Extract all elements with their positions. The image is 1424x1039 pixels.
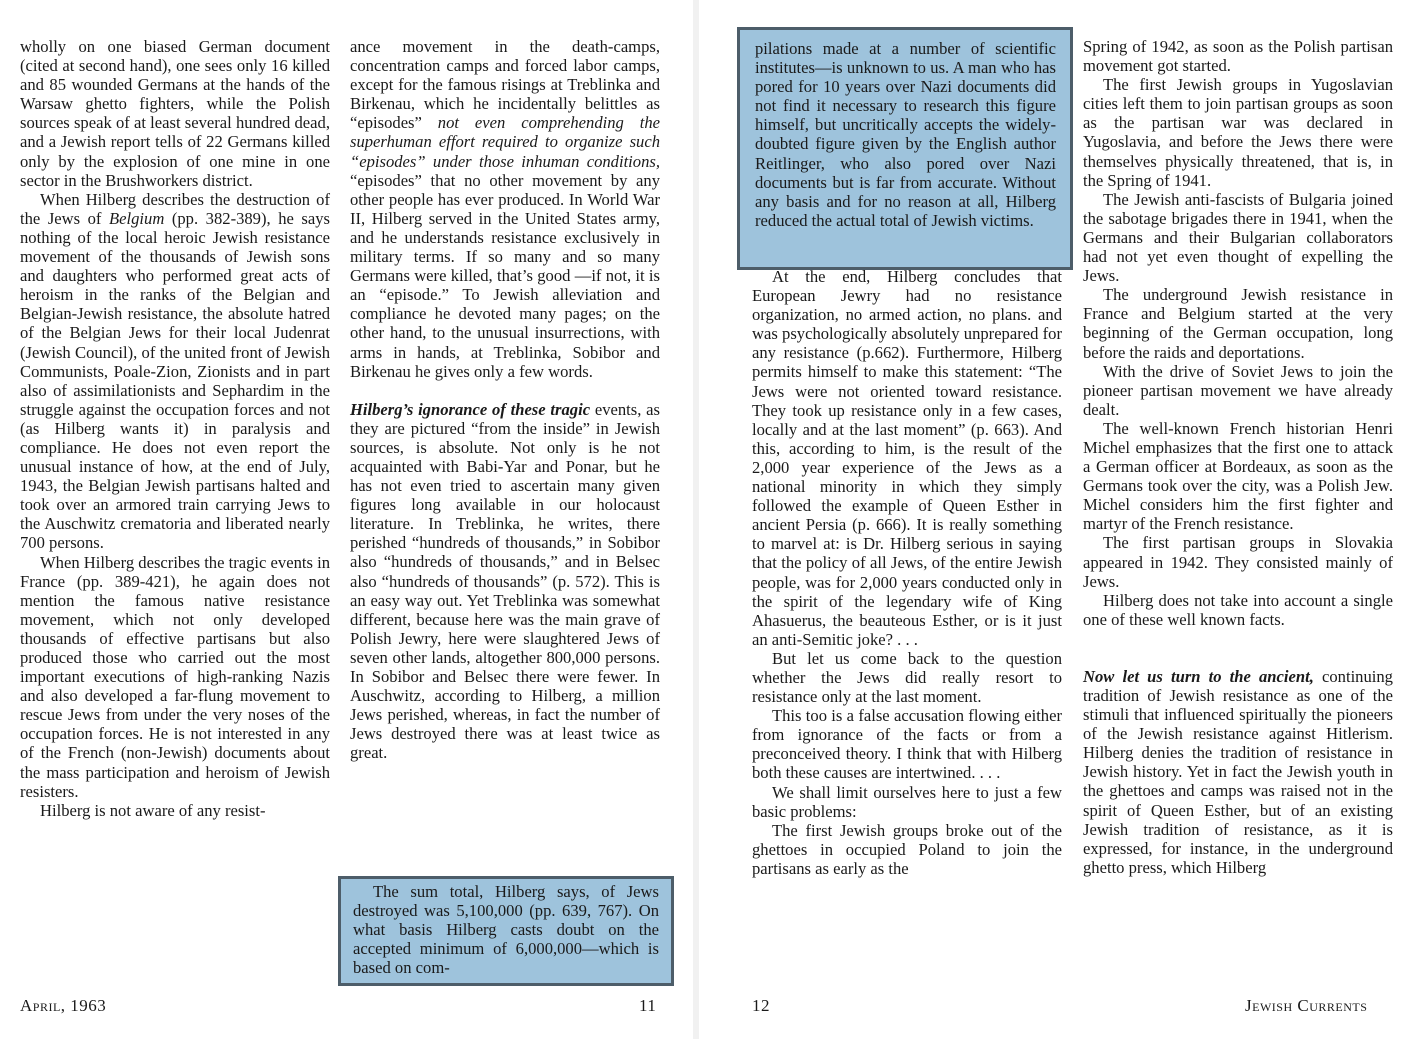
paragraph: The underground Jewish resistance in France and Belgium started at the very beginning of the German occupation, long before the raids and deportations. (1083, 285, 1393, 362)
text-run: When Hilberg describes the destruction of the Jews of (20, 189, 330, 228)
paragraph (20, 190, 330, 553)
paragraph: This too is a false accusation flowing either from ignorance of the facts or from a preconceived theory. I think that with Hilberg both these causes are intertwined. . . . (752, 706, 1062, 783)
column-1 (20, 37, 330, 820)
paragraph: When Hilberg describes the tragic events in France (pp. 389-421), he again does not mention the famous native resistance movement, which not only developed thousands of effective partisans but also produced those who carried out the most important executions of high-ranking Nazis and also developed a far-flung movement to rescue Jews from under the very noses of the occupation forces. He is not interested in any of the French (non-Jewish) documents about the mass participation and heroism of Jewish resisters. (20, 552, 330, 801)
paragraph: We shall limit ourselves here to just a few basic problems: (752, 782, 1062, 821)
column-3 (752, 267, 1062, 878)
footer-date: April, 1963 (20, 996, 107, 1015)
highlight-text-block (755, 39, 1056, 230)
paragraph: The first Jewish groups in Yugoslavian cities left them to join partisan groups as soon as the partisan war was declared in Yugoslavia, and before the Jews there were themselves physically threatened, that is, in the Spring of 1941. (1083, 75, 1393, 190)
paragraph: The well-known French historian Henri Michel emphasizes that the first one to attack a German officer at Bordeaux, as soon as the Germans took over the city, was a Polish Jew. Michel considers him the first fighter and martyr of the French resistance. (1083, 418, 1393, 534)
paragraph: Hilberg does not take into account a single one of these well known facts. (1083, 590, 1393, 629)
paragraph: But let us come back to the question whether the Jews did really resort to resistance only at the last moment. (752, 648, 1062, 707)
text-run: events, as they are pictured “from the inside” in Jewish sources, is absolute. Not only is he not acquainted with Babi-Yar and Ponar, but he has not even tried to ascertain many given figures long available in our holocaust literature. In Treblinka, he writes, there perished “hundreds of thousands,” in Sobibor also “hundreds of thousands,” and in Belsec also “hundreds of thousands” (p. 572). This is an easy way out. Yet Treblinka was somewhat different, because here was the main grave of Polish Jewry, here were slaughtered Jews of seven other lands, altogether 800,000 persons. In Sobibor and Belsec there were fewer. In Auschwitz, according to Hilberg, a million Jews perished, whereas, in fact the number of Jews destroyed there was at least twice as great. (350, 399, 660, 763)
italic-text: Belgium (109, 208, 165, 228)
highlighted-passage (338, 876, 674, 986)
section-lead-in: Now let us turn to the ancient, (1083, 666, 1314, 686)
paragraph: Hilberg is not aware of any resist- (40, 800, 266, 820)
left-page (0, 0, 693, 1039)
paragraph: With the drive of Soviet Jews to join the pioneer partisan movement we have already dealt. (1083, 361, 1393, 419)
text-run: “episodes” that no other movement by any other people has ever produced. In World War II, Hilberg served in the United States army, and he understands resistance exclusively in military terms. If so many and so many Germans were killed, that’s good —if not, it is an “episode.” To Jewish alleviation and compliance he devoted many pages; on the other hand, to the unusual insurrections, with arms in hands, at Treblinka, Sobibor and Birkenau he gives only a few words. (350, 170, 660, 381)
paragraph: wholly on one biased German document (cited at second hand), one sees only 16 killed and 85 wounded Germans at the hands of the Warsaw ghetto fighters, while the Polish sources speak of at least several hundred dead, and a Jewish report tells of 22 Germans killed only by the explosion of one mine in one sector in the Brushworkers district. (20, 37, 330, 190)
page-number: 12 (752, 996, 770, 1015)
column-2 (350, 37, 660, 762)
highlight-text-block (353, 882, 659, 977)
text-run: (pp. 382-389), he says nothing of the local heroic Jewish resistance movement of the thousands of Jewish sons and daughters who performed great acts of heroism in the ranks of the Belgian and Belgian-Jewish resistance, the absolute hatred of the Belgian Jews for their local Judenrat (Jewish Council), of the united front of Jewish Communists, Poale-Zion, Zionists and in part also of assimilationists and Sephardim in the struggle against the occupation forces and not (as Hilberg wants it) in paralysis and compliance. He does not even report the unusual instance of how, at the end of July, 1943, the Belgian Jewish partisans halted and took over an armored train carrying Jews to the Auschwitz crematoria and liberated nearly 700 persons. (20, 208, 330, 553)
italic-text: not even comprehending the superhuman effort required to organize such “episodes” under those inhuman conditions, (350, 113, 660, 171)
paragraph: At the end, Hilberg concludes that European Jewry had no resistance organization, no armed action, no plans. and was psychologically absolutely unprepared for any resistance (p.662). Furthermore, Hilberg permits himself to make this statement: “The Jews were not oriented toward resistance. They took up resistance only in a few cases, locally and at the last moment” (p. 663). And this, according to him, is the result of the 2,000 year experience of the Jews as a national minority in which they simply followed the example of Queen Esther in ancient Persia (p. 666). It is really something to marvel at: is Dr. Hilberg serious in saying that the policy of all Jews, of the entire Jewish people, was for 2,000 years conducted only in the spirit of the legendary wife of King Ahasuerus, the beauteous Esther, or is it just an anti-Semitic joke? . . . (752, 267, 1062, 649)
paragraph: The sum total, Hilberg says, of Jews destroyed was 5,100,000 (pp. 639, 767). On what basis Hilberg casts doubt on the accepted minimum of 6,000,000—which is based on com- (353, 882, 659, 978)
footer-publication-title: Jewish Currents (1245, 996, 1368, 1015)
highlighted-passage (737, 27, 1073, 270)
paragraph (350, 400, 660, 763)
paragraph: Spring of 1942, as soon as the Polish partisan movement got started. (1083, 37, 1393, 76)
section-lead-in: Hilberg’s ignorance of these tragic (350, 399, 591, 419)
paragraph: The first Jewish groups broke out of the ghettoes in occupied Poland to join the partisans as early as the (752, 820, 1062, 878)
paragraph (350, 37, 660, 381)
text-run: ance movement in the death-camps, concentration camps and forced labor camps, except for the famous risings at Treblinka and Birkenau, which he incidentally belittles as “episodes” (350, 37, 660, 133)
paragraph (1083, 667, 1393, 877)
paragraph: The Jewish anti-fascists of Bulgaria joined the sabotage brigades there in 1941, when the Germans and their Bulgarian collaborators had not yet even thought of expelling the Jews. (1083, 189, 1393, 286)
page-number: 11 (639, 996, 657, 1015)
column-4 (1083, 37, 1393, 877)
text-run: continuing tradition of Jewish resistance as one of the stimuli that influenced spiritually the pioneers of the Jewish resistance against Hitlerism. Hilberg denies the tradition of resistance in Jewish history. Yet in fact the Jewish youth in the ghettoes and camps was raised not in the spirit of Queen Esther, but of an existing Jewish tradition of resistance, as it is expressed, for instance, in the underground ghetto press, which Hilberg (1083, 666, 1393, 877)
paragraph: The first partisan groups in Slovakia appeared in 1942. They consisted mainly of Jews. (1083, 533, 1393, 591)
paragraph: pilations made at a number of scientific institutes—is unknown to us. A man who has pored for 10 years over Nazi documents did not find it necessary to research this figure himself, but uncritically accepts the widely-doubted figure given by the English author Reitlinger, who also pored over Nazi documents but is far from accurate. Without any basis and for no reason at all, Hilberg reduced the actual total of Jewish victims. (755, 39, 1056, 230)
